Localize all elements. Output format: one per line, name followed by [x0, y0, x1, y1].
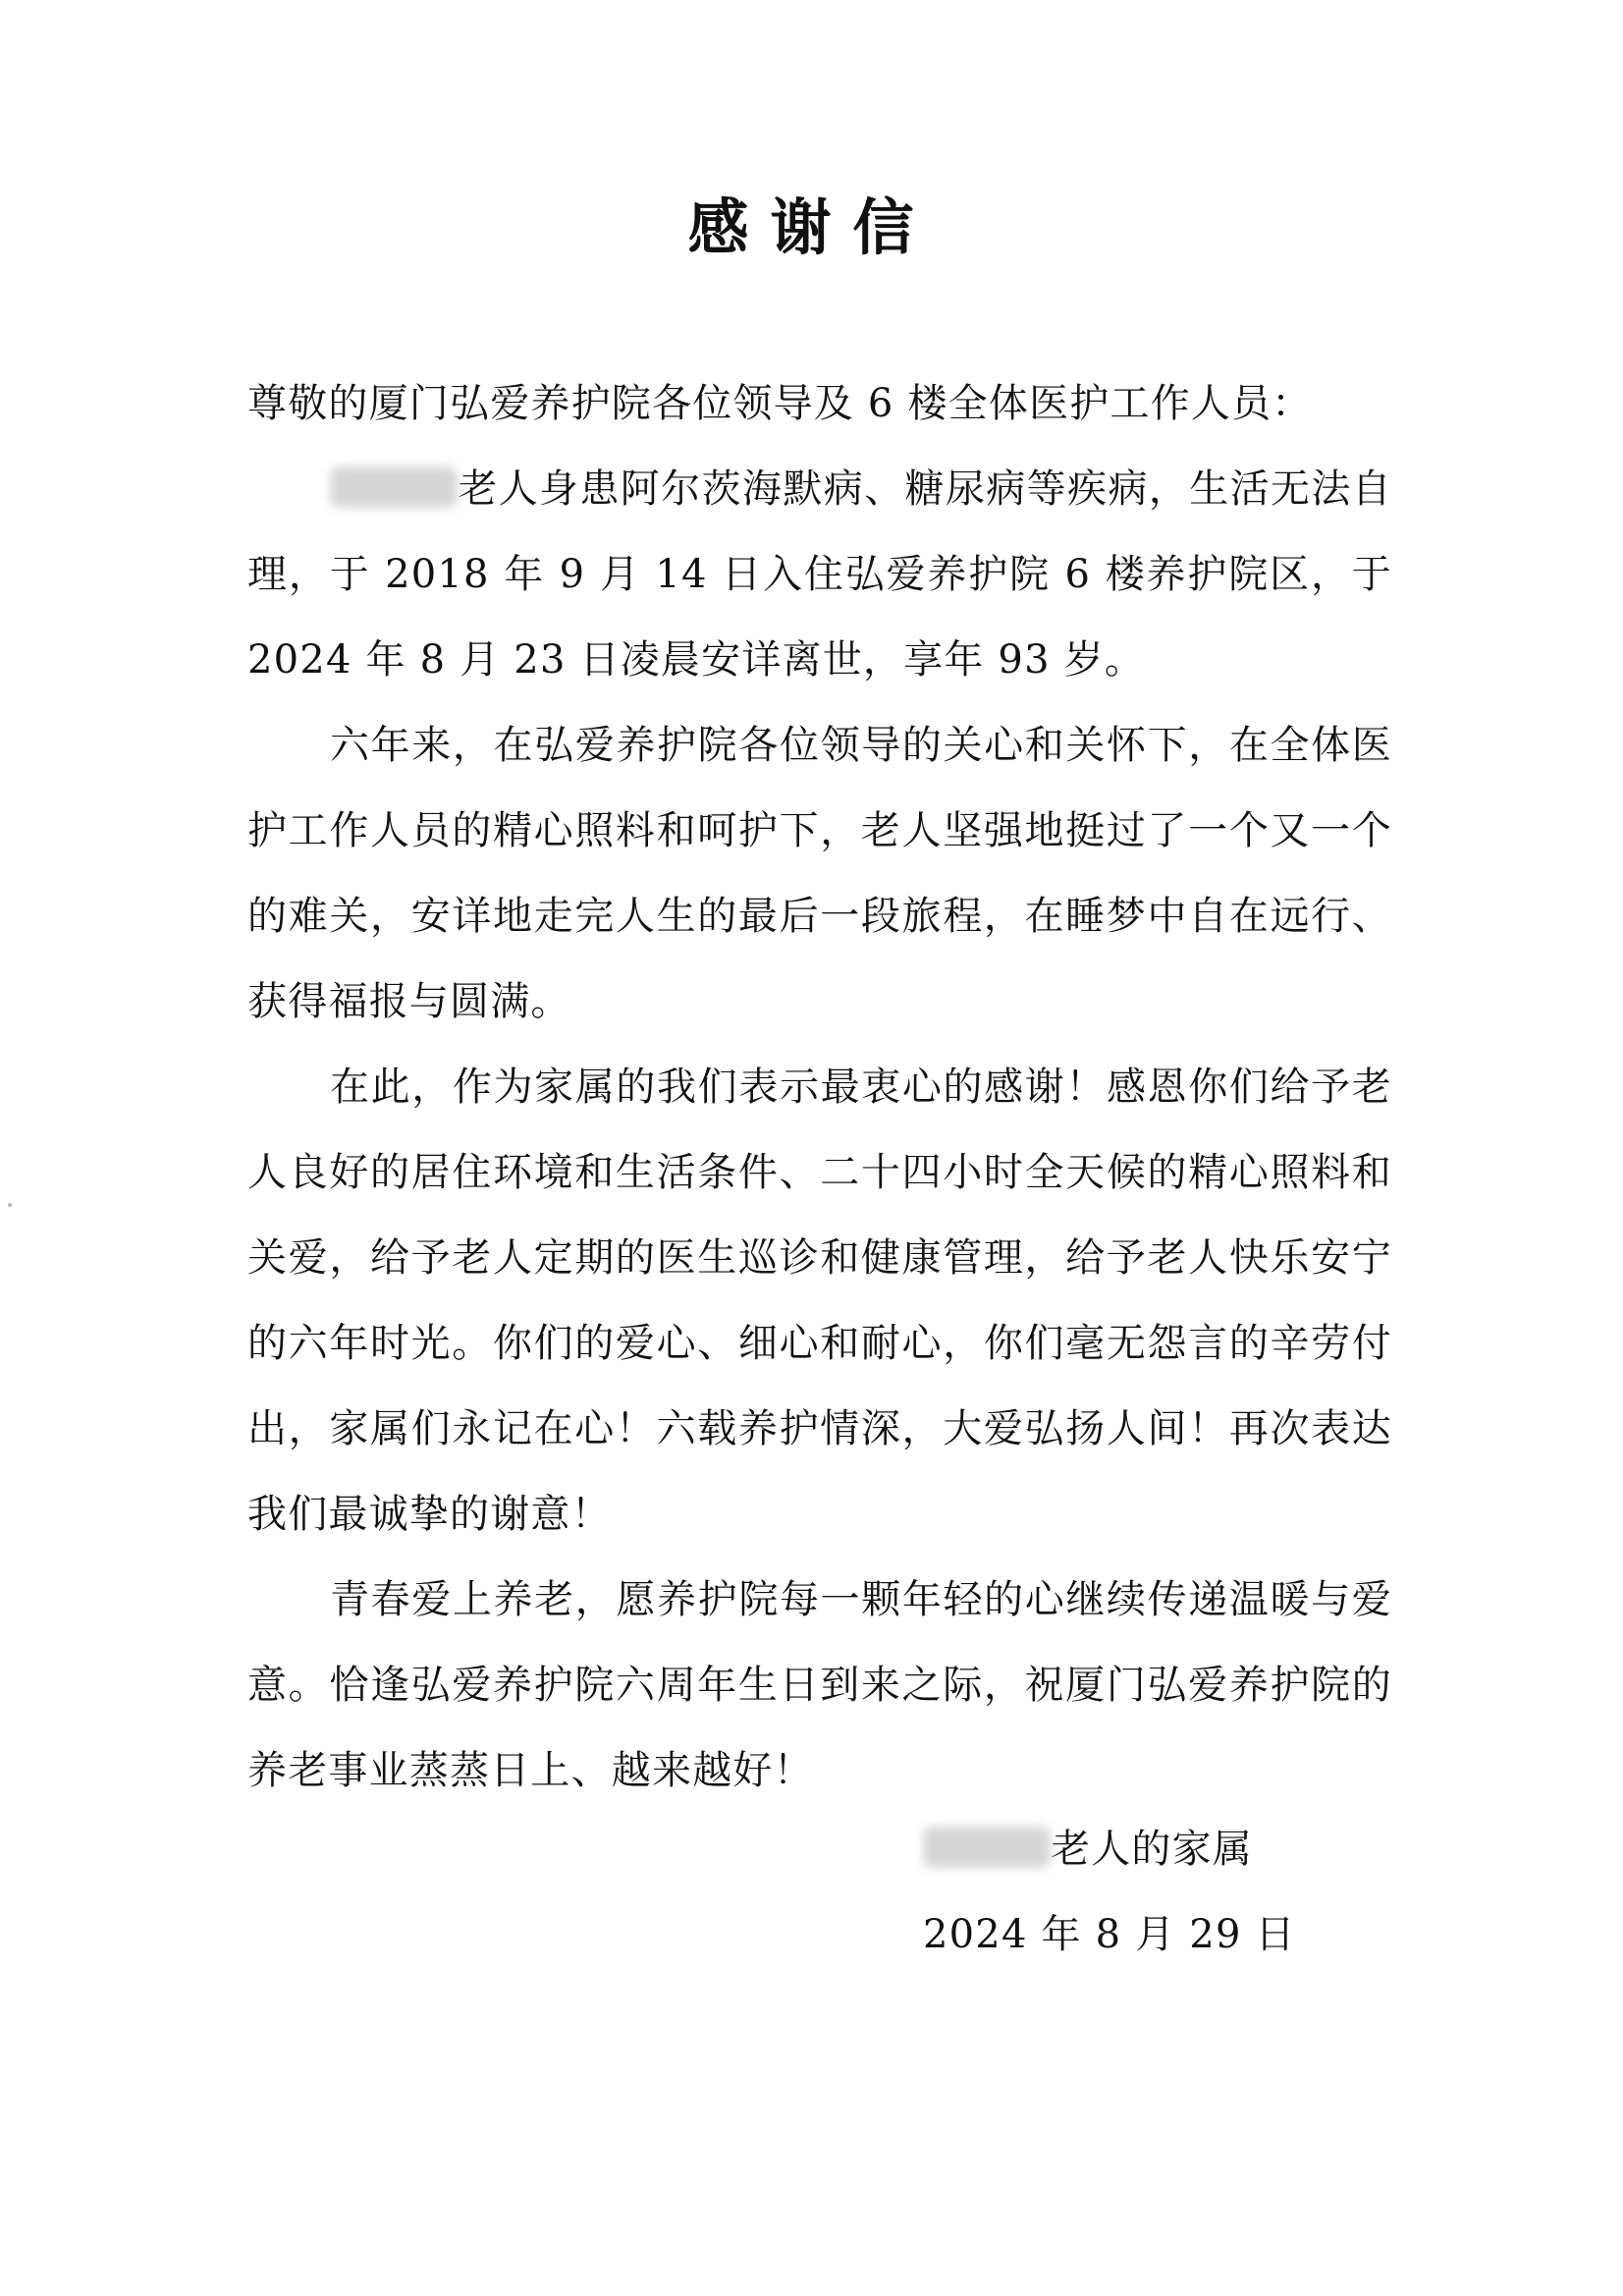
paragraph-1: [247, 447, 1392, 703]
letter-body: [247, 361, 1392, 1814]
salutation: 尊敬的厦门弘爱养护院各位领导及 6 楼全体医护工作人员：: [247, 381, 1313, 426]
signature-text: 老人的家属: [1051, 1827, 1253, 1872]
redacted-name: [330, 466, 458, 508]
paragraph-4: 青春爱上养老，愿养护院每一颗年轻的心继续传递温暖与爱意。恰逢弘爱养护院六周年生日到来之际，祝厦门弘爱养护院的养老事业蒸蒸日上、越来越好！: [247, 1577, 1392, 1793]
paragraph-1-text: 老人身患阿尔茨海默病、糖尿病等疾病，生活无法自理，于 2018 年 9 月 14 日入住弘爱养护院 6 楼养护院区，于 2024 年 8 月 23 日凌晨安详离世，享年 93 岁。: [247, 466, 1392, 683]
signature-block: [923, 1807, 1394, 1978]
scan-speck: [8, 1203, 12, 1207]
letter-title: 感谢信: [687, 191, 936, 263]
paragraph-2: 六年来，在弘爱养护院各位领导的关心和关怀下，在全体医护工作人员的精心照料和呵护下，老人坚强地挺过了一个又一个的难关，安详地走完人生的最后一段旅程，在睡梦中自在远行、获得福报与圆满。: [247, 723, 1392, 1024]
signature-line: [923, 1807, 1394, 1892]
redacted-signature-name: [923, 1827, 1051, 1868]
letter-date: 2024 年 8 月 29 日: [923, 1912, 1296, 1957]
paragraph-3: 在此，作为家属的我们表示最衷心的感谢！感恩你们给予老人良好的居住环境和生活条件、二十四小时全天候的精心照料和关爱，给予老人定期的医生巡诊和健康管理，给予老人快乐安宁的六年时光。你们的爱心、细心和耐心，你们毫无怨言的辛劳付出，家属们永记在心！六载养护情深，大爱弘扬人间！再次表达我们最诚挚的谢意！: [247, 1065, 1392, 1537]
